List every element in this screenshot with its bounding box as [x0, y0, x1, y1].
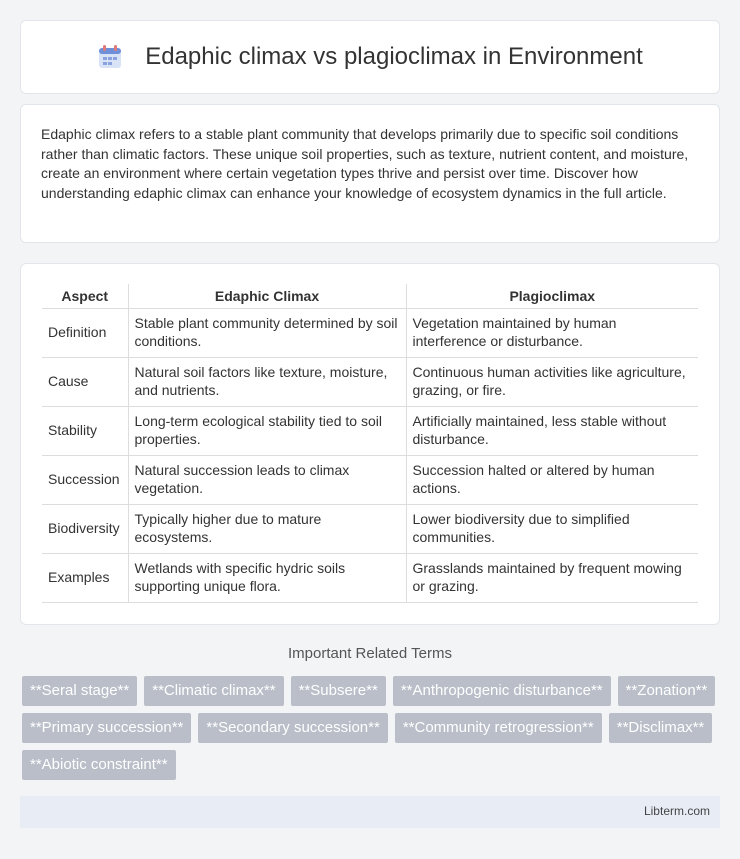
- header-edaphic: Edaphic Climax: [128, 284, 406, 308]
- table-header-row: [42, 284, 698, 308]
- page-title: Edaphic climax vs plagioclimax in Environment: [145, 43, 643, 70]
- related-term-tag[interactable]: **Seral stage**: [22, 676, 137, 706]
- row-aspect: Biodiversity: [42, 504, 128, 553]
- title-card: [20, 20, 720, 94]
- related-term-tag[interactable]: **Secondary succession**: [198, 713, 387, 743]
- table-row: [42, 308, 698, 357]
- related-term-tag[interactable]: **Climatic climax**: [144, 676, 283, 706]
- row-plagioclimax: Succession halted or altered by human actions.: [406, 455, 698, 504]
- related-term-tag[interactable]: **Community retrogression**: [395, 713, 602, 743]
- related-term-tag[interactable]: **Anthropogenic disturbance**: [393, 676, 611, 706]
- table-row: [42, 553, 698, 602]
- row-plagioclimax: Continuous human activities like agriculture, grazing, or fire.: [406, 357, 698, 406]
- row-plagioclimax: Artificially maintained, less stable without disturbance.: [406, 406, 698, 455]
- related-terms-title: Important Related Terms: [288, 645, 452, 662]
- header-plagioclimax: Plagioclimax: [406, 284, 698, 308]
- row-aspect: Succession: [42, 455, 128, 504]
- related-term-tag[interactable]: **Disclimax**: [609, 713, 713, 743]
- row-edaphic: Typically higher due to mature ecosystems.: [128, 504, 406, 553]
- footer: [20, 796, 720, 828]
- row-aspect: Stability: [42, 406, 128, 455]
- row-edaphic: Stable plant community determined by soil conditions.: [128, 308, 406, 357]
- related-term-tag[interactable]: **Subsere**: [291, 676, 386, 706]
- table-row: [42, 357, 698, 406]
- row-aspect: Examples: [42, 553, 128, 602]
- row-edaphic: Natural succession leads to climax vegetation.: [128, 455, 406, 504]
- row-edaphic: Wetlands with specific hydric soils supporting unique flora.: [128, 553, 406, 602]
- related-terms-list: [22, 676, 722, 780]
- table-row: [42, 455, 698, 504]
- footer-brand-link[interactable]: Libterm.com: [643, 804, 710, 818]
- intro-card: [20, 104, 720, 243]
- calendar-icon: [97, 44, 123, 70]
- row-edaphic: Natural soil factors like texture, moisture, and nutrients.: [128, 357, 406, 406]
- row-edaphic: Long-term ecological stability tied to soil properties.: [128, 406, 406, 455]
- header-aspect: Aspect: [42, 284, 128, 308]
- row-aspect: Definition: [42, 308, 128, 357]
- comparison-table: [42, 284, 698, 603]
- comparison-table-card: [20, 263, 720, 625]
- table-row: [42, 406, 698, 455]
- row-plagioclimax: Lower biodiversity due to simplified communities.: [406, 504, 698, 553]
- row-plagioclimax: Grasslands maintained by frequent mowing or grazing.: [406, 553, 698, 602]
- related-term-tag[interactable]: **Zonation**: [618, 676, 716, 706]
- intro-text: Edaphic climax refers to a stable plant community that develops primarily due to specific soil conditions rather than climatic factors. These unique soil properties, such as texture, nutrient content, and moisture, create an environment where certain vegetation types thrive and persist over time. Discover how understanding edaphic climax can enhance your knowledge of ecosystem dynamics in the full article.: [41, 126, 689, 201]
- related-term-tag[interactable]: **Abiotic constraint**: [22, 750, 176, 780]
- row-aspect: Cause: [42, 357, 128, 406]
- table-row: [42, 504, 698, 553]
- related-term-tag[interactable]: **Primary succession**: [22, 713, 191, 743]
- row-plagioclimax: Vegetation maintained by human interference or disturbance.: [406, 308, 698, 357]
